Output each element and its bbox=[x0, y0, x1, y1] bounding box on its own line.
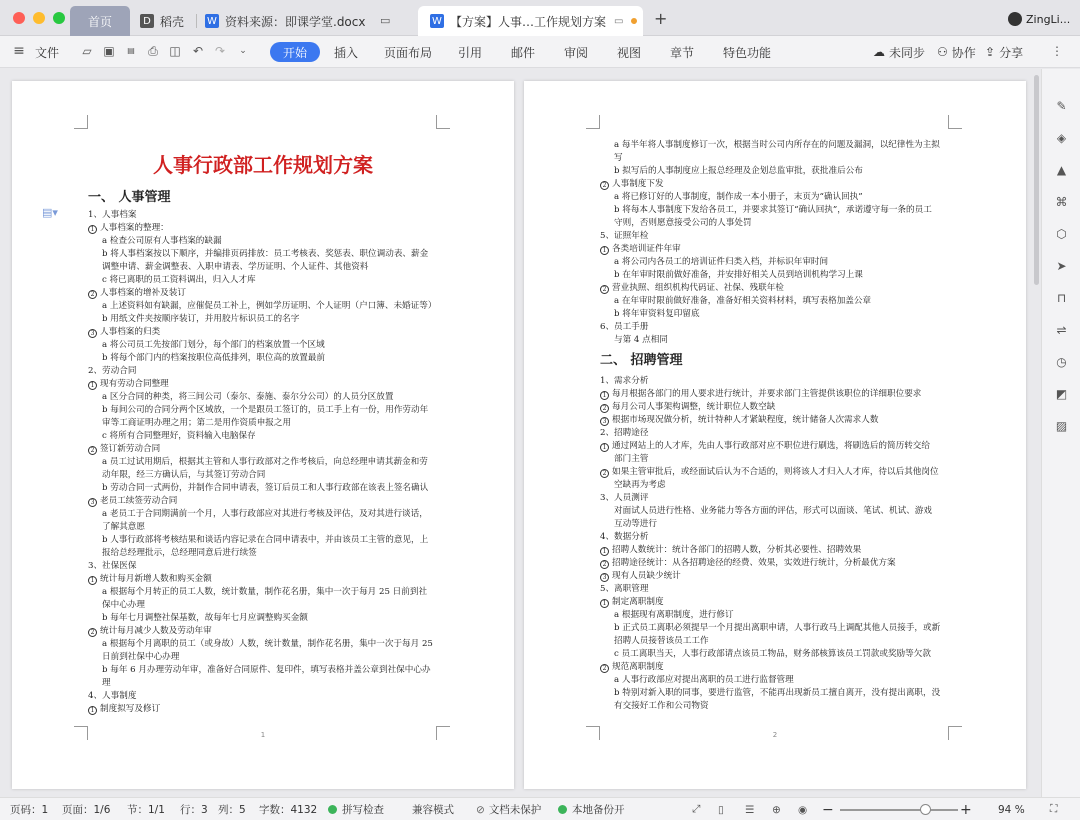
line-text: 3、人员测评 bbox=[600, 493, 649, 503]
line-text: 各类培训证件年审 bbox=[612, 244, 681, 254]
line-text: 4、数据分析 bbox=[600, 532, 649, 542]
list-number-marker: 2 bbox=[600, 560, 609, 569]
line-text: 5、离职管理 bbox=[600, 584, 649, 594]
text-line bbox=[600, 648, 960, 661]
line-text: b 用纸文件夹按顺序装订，并用胶片标识员工的名字 bbox=[102, 314, 300, 324]
line-text: 招聘途径统计：从各招聘途径的经费、效果，实效进行统计，分析最优方案 bbox=[612, 558, 896, 568]
ribbon-toolbar bbox=[0, 36, 1080, 68]
line-text: b 劳动合同一式两份，并制作合同申请表，签订后员工和人事行政部在该表上签名确认 bbox=[102, 483, 429, 493]
monitor-icon[interactable]: ▭ bbox=[380, 14, 391, 27]
document-workspace[interactable] bbox=[0, 69, 1041, 797]
line-text: a 在年审时限前做好准备，准备好相关资料材料，填写表格加盖公章 bbox=[614, 296, 872, 306]
list-number-marker: 2 bbox=[88, 290, 97, 299]
text-line bbox=[600, 256, 960, 269]
line-text: b 将每本人事制度下发给各员工，并要求其签订“确认回执”，承诺遵守每一条的员工 bbox=[614, 205, 932, 215]
page-1-body bbox=[88, 187, 448, 716]
text-line bbox=[88, 365, 448, 378]
line-text: 制度拟写及修订 bbox=[100, 704, 161, 714]
file-menu[interactable]: 文件 bbox=[35, 45, 60, 60]
section-heading bbox=[600, 350, 960, 372]
share-icon: ⇪ bbox=[985, 45, 996, 59]
line-text: 5、证照年检 bbox=[600, 231, 649, 241]
spell-check[interactable]: 拼写检查 bbox=[328, 798, 384, 820]
text-line bbox=[600, 570, 960, 583]
col-indicator: 列：5 bbox=[218, 804, 246, 816]
line-text: a 将公司员工先按部门划分，每个部门的档案放置一个区域 bbox=[102, 340, 325, 350]
style-icon[interactable]: ▲ bbox=[1056, 163, 1067, 177]
image-edit-icon[interactable]: ◩ bbox=[1055, 387, 1068, 401]
text-line bbox=[88, 261, 448, 274]
text-line bbox=[88, 456, 448, 469]
text-line bbox=[88, 378, 448, 391]
text-line bbox=[600, 230, 960, 243]
line-text: a 老员工于合同期满前一个月，人事行政部应对其进行考核及评估，及对其进行谈话， bbox=[102, 509, 428, 519]
line-text: b 每年 6 月办理劳动年审，准备好合同原件、复印件，填写表格并盖公章到社保中心办 bbox=[102, 665, 431, 675]
line-text: c 员工离职当天，人事行政部请点该员工物品，财务部核算该员工罚款或奖励等欠款 bbox=[614, 649, 931, 659]
line-text: a 员工过试用期后，根据其主管和人事行政部对之作考核后，向总经理申请其薪金和劳 bbox=[102, 457, 428, 467]
page-number: 2 bbox=[772, 731, 778, 739]
text-line bbox=[600, 440, 960, 453]
line-text: 有交接好工作和公司物资 bbox=[614, 701, 709, 711]
line-text: 统计每月新增人数和购买金额 bbox=[100, 574, 212, 584]
text-line bbox=[88, 547, 448, 560]
user-account[interactable]: ZingLi... bbox=[1008, 12, 1070, 26]
text-line bbox=[88, 612, 448, 625]
page-2[interactable] bbox=[524, 81, 1026, 789]
cloud-icon: ☁ bbox=[873, 45, 885, 59]
line-text: 报给总经理批示，总经理同意后进行续签 bbox=[102, 548, 257, 558]
text-line bbox=[600, 557, 960, 570]
text-line bbox=[600, 308, 960, 321]
line-text: 调整申请、薪金调整表、入职申请表、学历证明、个人证件、其他资料 bbox=[102, 262, 369, 272]
right-sidebar bbox=[1041, 69, 1080, 797]
list-number-marker: 2 bbox=[600, 285, 609, 294]
text-line bbox=[600, 505, 960, 518]
shapes-icon[interactable]: ◈ bbox=[1056, 131, 1067, 145]
line-text: 营业执照、组织机构代码证、社保、残联年检 bbox=[612, 283, 784, 293]
list-number-marker: 2 bbox=[88, 446, 97, 455]
text-line bbox=[600, 544, 960, 557]
status-bar bbox=[0, 797, 1080, 820]
tab-daoke[interactable]: D 稻壳 bbox=[140, 6, 200, 36]
line-text: b 人事行政部将考核结果和谈话内容记录在合同申请表中，并由该员工主管的意见，上 bbox=[102, 535, 429, 545]
more-options-icon[interactable]: ⋮ bbox=[1051, 44, 1063, 58]
line-text: 2、劳动合同 bbox=[88, 366, 137, 376]
line-text: c 将所有合同整理好，资料输入电脑保存 bbox=[102, 431, 256, 441]
export-pdf-icon[interactable]: ▤ bbox=[127, 46, 135, 55]
text-line bbox=[600, 622, 960, 635]
text-line bbox=[600, 321, 960, 334]
text-line bbox=[88, 430, 448, 443]
page-1[interactable] bbox=[12, 81, 514, 789]
text-line bbox=[88, 300, 448, 313]
text-line bbox=[600, 388, 960, 401]
text-line bbox=[600, 243, 960, 256]
window-controls bbox=[13, 12, 65, 24]
daoke-icon: D bbox=[140, 14, 154, 28]
text-line bbox=[600, 139, 960, 152]
list-number-marker: 1 bbox=[600, 599, 609, 608]
print-preview-icon[interactable]: ◫ bbox=[169, 44, 181, 58]
text-line bbox=[88, 417, 448, 430]
line-text: 招聘人数统计：统计各部门的招聘人数，分析其必要性、招聘效果 bbox=[612, 545, 862, 555]
zoom-in-button[interactable]: + bbox=[960, 801, 972, 818]
line-text: 制定离职制度 bbox=[612, 597, 664, 607]
line-text: 规范离职制度 bbox=[612, 662, 664, 672]
minimize-button[interactable] bbox=[33, 12, 45, 24]
text-line bbox=[600, 687, 960, 700]
line-text: a 根据现有离职制度，进行修订 bbox=[614, 610, 734, 620]
tab-mailings[interactable]: 邮件 bbox=[511, 45, 536, 60]
text-line bbox=[88, 599, 448, 612]
section-count[interactable]: 节：1/1 bbox=[127, 804, 165, 816]
word-doc-icon: W bbox=[430, 14, 444, 28]
text-line bbox=[88, 469, 448, 482]
text-line bbox=[88, 443, 448, 456]
zoom-slider[interactable] bbox=[840, 809, 958, 811]
tab-page-layout[interactable]: 页面布局 bbox=[384, 45, 433, 60]
text-line bbox=[88, 209, 448, 222]
monitor-icon[interactable]: ▭ bbox=[614, 15, 624, 27]
line-text: 对面试人员进行性格、业务能力等各方面的评估，形式可以面谈、笔试、机试、游戏 bbox=[614, 506, 932, 516]
text-line bbox=[600, 191, 960, 204]
line-text: b 特别对新入职的同事，要进行监管，不能再出现新员工擅自离开，没有提出离职，没 bbox=[614, 688, 941, 698]
fullscreen-icon[interactable]: ⤢ bbox=[692, 803, 701, 815]
text-line bbox=[600, 427, 960, 440]
line-text: b 将人事档案按以下顺序，并编排页码排放：员工考核表、奖惩表、职位调动表、薪金 bbox=[102, 249, 429, 259]
text-line bbox=[600, 492, 960, 505]
line-text: 通过网站上的人才库，先由人事行政部对应不职位进行刷选，将刷选后的简历转交给 bbox=[612, 441, 930, 451]
line-text: b 将每个部门内的档案按职位高低排列，职位高的放置最前 bbox=[102, 353, 326, 363]
cursor-select-icon[interactable]: ➤ bbox=[1056, 259, 1067, 273]
tab-review[interactable]: 审阅 bbox=[564, 45, 589, 60]
list-number-marker: 1 bbox=[600, 547, 609, 556]
page-number: 1 bbox=[260, 731, 266, 739]
line-text: a 上述资料如有缺漏，应催促员工补上，例如学历证明、个人证明（户口簿、未婚证等） bbox=[102, 301, 437, 311]
line-text: 3、社保医保 bbox=[88, 561, 137, 571]
text-line bbox=[88, 586, 448, 599]
text-line bbox=[88, 274, 448, 287]
line-text: 6、员工手册 bbox=[600, 322, 649, 332]
open-folder-icon[interactable]: ▱ bbox=[82, 44, 92, 58]
maximize-button[interactable] bbox=[53, 12, 65, 24]
text-line bbox=[88, 313, 448, 326]
text-line bbox=[600, 674, 960, 687]
line-text: 人事档案的归类 bbox=[100, 327, 161, 337]
text-line bbox=[88, 560, 448, 573]
text-line bbox=[600, 295, 960, 308]
text-line bbox=[88, 508, 448, 521]
line-text: 保中心办理 bbox=[102, 600, 145, 610]
spell-check-icon bbox=[328, 805, 337, 814]
text-line bbox=[600, 479, 960, 492]
vertical-scrollbar[interactable] bbox=[1032, 69, 1041, 797]
close-button[interactable] bbox=[13, 12, 25, 24]
text-line bbox=[88, 573, 448, 586]
line-text: a 检查公司原有人事档案的缺漏 bbox=[102, 236, 222, 246]
list-number-marker: 1 bbox=[600, 391, 609, 400]
list-number-marker: 1 bbox=[600, 246, 609, 255]
list-number-marker: 1 bbox=[88, 381, 97, 390]
line-text: b 在年审时限前做好准备，并安排好相关人员到培训机构学习上课 bbox=[614, 270, 863, 280]
text-line bbox=[600, 583, 960, 596]
tab-insert[interactable]: 插入 bbox=[334, 45, 359, 60]
text-line bbox=[600, 375, 960, 388]
line-text: 审等工商证明办理之用；第二是用作资质申报之用 bbox=[102, 418, 292, 428]
text-line bbox=[88, 222, 448, 235]
line-text: 老员工续签劳动合同 bbox=[100, 496, 178, 506]
text-line bbox=[600, 466, 960, 479]
text-line bbox=[600, 609, 960, 622]
list-number-marker: 3 bbox=[600, 417, 609, 426]
text-line bbox=[600, 178, 960, 191]
line-text: 1、需求分析 bbox=[600, 376, 649, 386]
line-text: b 正式员工离职必须提早一个月提出离职申请，人事行政马上调配其他人员接手，或新 bbox=[614, 623, 941, 633]
section-heading: 一、 人事管理 bbox=[88, 190, 171, 205]
line-text: 二、 招聘管理 bbox=[600, 353, 683, 368]
zoom-level[interactable]: 94 % bbox=[998, 803, 1025, 816]
text-line bbox=[88, 352, 448, 365]
text-line bbox=[88, 677, 448, 690]
page-view-icon[interactable]: ▯ bbox=[718, 803, 724, 816]
compat-mode[interactable]: 兼容模式 bbox=[412, 804, 454, 816]
text-line bbox=[88, 404, 448, 417]
line-text: 与第 4 点相同 bbox=[614, 335, 668, 345]
line-text: 4、人事制度 bbox=[88, 691, 137, 701]
line-text: b 每年七月调整社保基数，故每年七月应调整购买金额 bbox=[102, 613, 308, 623]
list-number-marker: 1 bbox=[88, 225, 97, 234]
text-line bbox=[600, 269, 960, 282]
line-text: 每月公司人事架构调整，统计职位人数空缺 bbox=[612, 402, 776, 412]
line-text: 1、人事档案 bbox=[88, 210, 137, 220]
line-text: 统计每月减少人数及劳动年审 bbox=[100, 626, 212, 636]
text-line bbox=[600, 414, 960, 427]
text-line bbox=[88, 248, 448, 261]
line-text: 人事制度下发 bbox=[612, 179, 664, 189]
fit-window-icon[interactable]: ⛶ bbox=[1050, 803, 1058, 815]
line-text: a 人事行政部应对提出离职的员工进行监督管理 bbox=[614, 675, 794, 685]
list-number-marker: 1 bbox=[88, 706, 97, 715]
page-code[interactable]: 页码：1 bbox=[10, 804, 49, 816]
line-text: 互动等进行 bbox=[614, 519, 657, 529]
line-text: 人事档案的增补及装订 bbox=[100, 288, 186, 298]
adjust-sliders-icon[interactable]: ⇌ bbox=[1056, 323, 1067, 337]
zoom-out-button[interactable]: − bbox=[822, 801, 834, 818]
line-text: 了解其意愿 bbox=[102, 522, 145, 532]
text-line bbox=[600, 531, 960, 544]
tab-features[interactable]: 特色功能 bbox=[723, 45, 772, 60]
read-view-icon[interactable]: ◉ bbox=[798, 803, 808, 816]
line-text: 空缺再为考虑 bbox=[614, 480, 666, 490]
text-line bbox=[88, 703, 448, 716]
word-doc-icon: W bbox=[205, 14, 219, 28]
text-line bbox=[88, 521, 448, 534]
paragraph-handle-icon[interactable]: ▤▾ bbox=[42, 206, 58, 219]
line-text: 签订新劳动合同 bbox=[100, 444, 161, 454]
text-line bbox=[600, 635, 960, 648]
text-line bbox=[600, 661, 960, 674]
text-line bbox=[600, 165, 960, 178]
line-text: a 将已修订好的人事制度，制作成一本小册子，末页为“确认回执” bbox=[614, 192, 863, 202]
text-line bbox=[600, 334, 960, 347]
tab-active-document[interactable]: W 【方案】人事…工作规划方案 ▭ bbox=[418, 6, 643, 36]
line-text: a 每半年将人事制度修订一次，根据当时公司内所存在的问题及漏洞，以纪律性为主拟 bbox=[614, 140, 940, 150]
scrollbar-thumb[interactable] bbox=[1034, 75, 1039, 285]
avatar bbox=[1008, 12, 1022, 26]
doc-protection[interactable]: ⊘ 文档未保护 bbox=[476, 803, 542, 816]
tab-home[interactable]: 首页 bbox=[70, 6, 130, 36]
line-text: 招聘人员接替该员工工作 bbox=[614, 636, 709, 646]
word-count[interactable]: 字数：4132 bbox=[259, 804, 318, 816]
new-tab-plus-icon[interactable]: + bbox=[654, 9, 668, 28]
customize-dropdown-icon[interactable]: ⌄ bbox=[239, 46, 247, 56]
line-text: a 区分合同的种类，将三间公司（泰尔、泰施、泰尔分公司）的人员分区放置 bbox=[102, 392, 394, 402]
line-text: 每月根据各部门的用人要求进行统计，并要求部门主管提供该职位的详细职位要求 bbox=[612, 389, 922, 399]
text-line bbox=[600, 217, 960, 230]
undo-icon[interactable]: ↶ bbox=[192, 44, 204, 58]
tab-start[interactable]: 开始 bbox=[270, 42, 320, 62]
backup-icon bbox=[558, 805, 567, 814]
list-number-marker: 2 bbox=[600, 469, 609, 478]
print-icon[interactable]: ⎙ bbox=[148, 44, 158, 58]
text-line bbox=[88, 534, 448, 547]
line-text: 现有劳动合同整理 bbox=[100, 379, 169, 389]
line-text: 守则，否则愿意接受公司的人事处罚 bbox=[614, 218, 752, 228]
line-text: 现有人员缺少统计 bbox=[612, 571, 681, 581]
text-line bbox=[600, 453, 960, 466]
local-backup[interactable]: 本地备份开 bbox=[558, 798, 625, 820]
text-line bbox=[600, 204, 960, 217]
redo-icon[interactable]: ↷ bbox=[214, 44, 226, 58]
text-line bbox=[88, 391, 448, 404]
line-text: 如果主管审批后，或经面试后认为不合适的，则将该人才归入人才库，待以后其他岗位 bbox=[612, 467, 939, 477]
line-text: 写 bbox=[614, 153, 623, 163]
list-number-marker: 1 bbox=[600, 443, 609, 452]
history-clock-icon[interactable]: ◷ bbox=[1056, 355, 1067, 369]
title-bar bbox=[0, 0, 1080, 36]
line-text: c 将已离职的员工资料调出，归入人才库 bbox=[102, 275, 256, 285]
person-icon: ⚇ bbox=[937, 45, 948, 59]
unsaved-dot-icon bbox=[631, 18, 637, 24]
text-line bbox=[88, 651, 448, 664]
text-line bbox=[600, 700, 960, 713]
line-text: b 每间公司的合同分两个区域放，一个是跟员工签订的，员工手上有一份，用作劳动年 bbox=[102, 405, 429, 415]
shield-icon: ⊘ bbox=[476, 803, 485, 816]
text-line bbox=[88, 664, 448, 677]
list-number-marker: 2 bbox=[600, 181, 609, 190]
text-line bbox=[88, 339, 448, 352]
hamburger-menu-icon[interactable]: ≡ bbox=[13, 43, 25, 59]
line-text: 日前到社保中心办理 bbox=[102, 652, 180, 662]
tab-chapter[interactable]: 章节 bbox=[670, 45, 695, 60]
picture-icon[interactable]: ▨ bbox=[1055, 419, 1068, 433]
text-line bbox=[600, 401, 960, 414]
text-line bbox=[88, 326, 448, 339]
outline-view-icon[interactable]: ☰ bbox=[745, 803, 755, 816]
zoom-slider-knob[interactable] bbox=[920, 804, 931, 815]
list-number-marker: 2 bbox=[88, 628, 97, 637]
text-line bbox=[88, 235, 448, 248]
text-line bbox=[600, 282, 960, 295]
text-line bbox=[88, 287, 448, 300]
list-number-marker: 2 bbox=[600, 404, 609, 413]
line-text: 2、招聘途径 bbox=[600, 428, 649, 438]
list-number-marker: 3 bbox=[88, 329, 97, 338]
text-line bbox=[88, 690, 448, 703]
line-text: a 根据每个月离职的员工（或身故）人数，统计数量，制作花名册，集中一次于每月 25 bbox=[102, 639, 433, 649]
list-number-marker: 2 bbox=[600, 664, 609, 673]
list-number-marker: 3 bbox=[88, 498, 97, 507]
cube-icon[interactable]: ⬡ bbox=[1056, 227, 1067, 241]
line-text: b 拟写后的人事制度应上报总经理及企划总监审批，获批准后公布 bbox=[614, 166, 863, 176]
web-view-icon[interactable]: ⊕ bbox=[772, 803, 781, 816]
line-text: 动年限，经三方确认后，与其签订劳动合同 bbox=[102, 470, 266, 480]
lock-icon[interactable]: ⊓ bbox=[1056, 291, 1067, 305]
line-text: 根据市场现况做分析，统计特种人才紧缺程度，统计储备人次需求人数 bbox=[612, 415, 879, 425]
page-count[interactable]: 页面：1/6 bbox=[62, 804, 111, 816]
tab-doc-source[interactable]: W 资料来源：即课学堂.docx bbox=[205, 6, 365, 36]
page-2-body bbox=[600, 139, 960, 713]
text-line bbox=[88, 495, 448, 508]
share-button[interactable]: ⇪ 分享 bbox=[985, 45, 1024, 60]
edit-pen-icon[interactable]: ✎ bbox=[1056, 99, 1067, 113]
tab-references[interactable]: 引用 bbox=[458, 45, 483, 60]
list-number-marker: 3 bbox=[600, 573, 609, 582]
line-text: 理 bbox=[102, 678, 111, 688]
text-line bbox=[600, 518, 960, 531]
line-text: 人事档案的整理： bbox=[100, 223, 169, 233]
text-line bbox=[88, 638, 448, 651]
text-line bbox=[88, 482, 448, 495]
line-text: a 根据每个月转正的员工人数，统计数量，制作花名册，集中一次于每月 25 日前到社 bbox=[102, 587, 428, 597]
tab-view[interactable]: 视图 bbox=[617, 45, 642, 60]
row-indicator: 行：3 bbox=[180, 804, 208, 816]
text-line bbox=[88, 625, 448, 638]
format-brush-icon[interactable]: ⌘ bbox=[1055, 195, 1068, 209]
sync-status[interactable]: ☁ 未同步 bbox=[873, 45, 926, 60]
line-text: b 将年审资料复印留底 bbox=[614, 309, 700, 319]
collab-button[interactable]: ⚇ 协作 bbox=[937, 45, 976, 60]
list-number-marker: 1 bbox=[88, 576, 97, 585]
line-text: 部门主管 bbox=[614, 454, 649, 464]
text-line bbox=[600, 596, 960, 609]
line-text: a 将公司内各员工的培训证件归类入档，并标识年审时间 bbox=[614, 257, 829, 267]
document-title: 人事行政部工作规划方案 bbox=[153, 153, 373, 177]
save-icon[interactable]: ▣ bbox=[103, 44, 115, 58]
text-line bbox=[600, 152, 960, 165]
